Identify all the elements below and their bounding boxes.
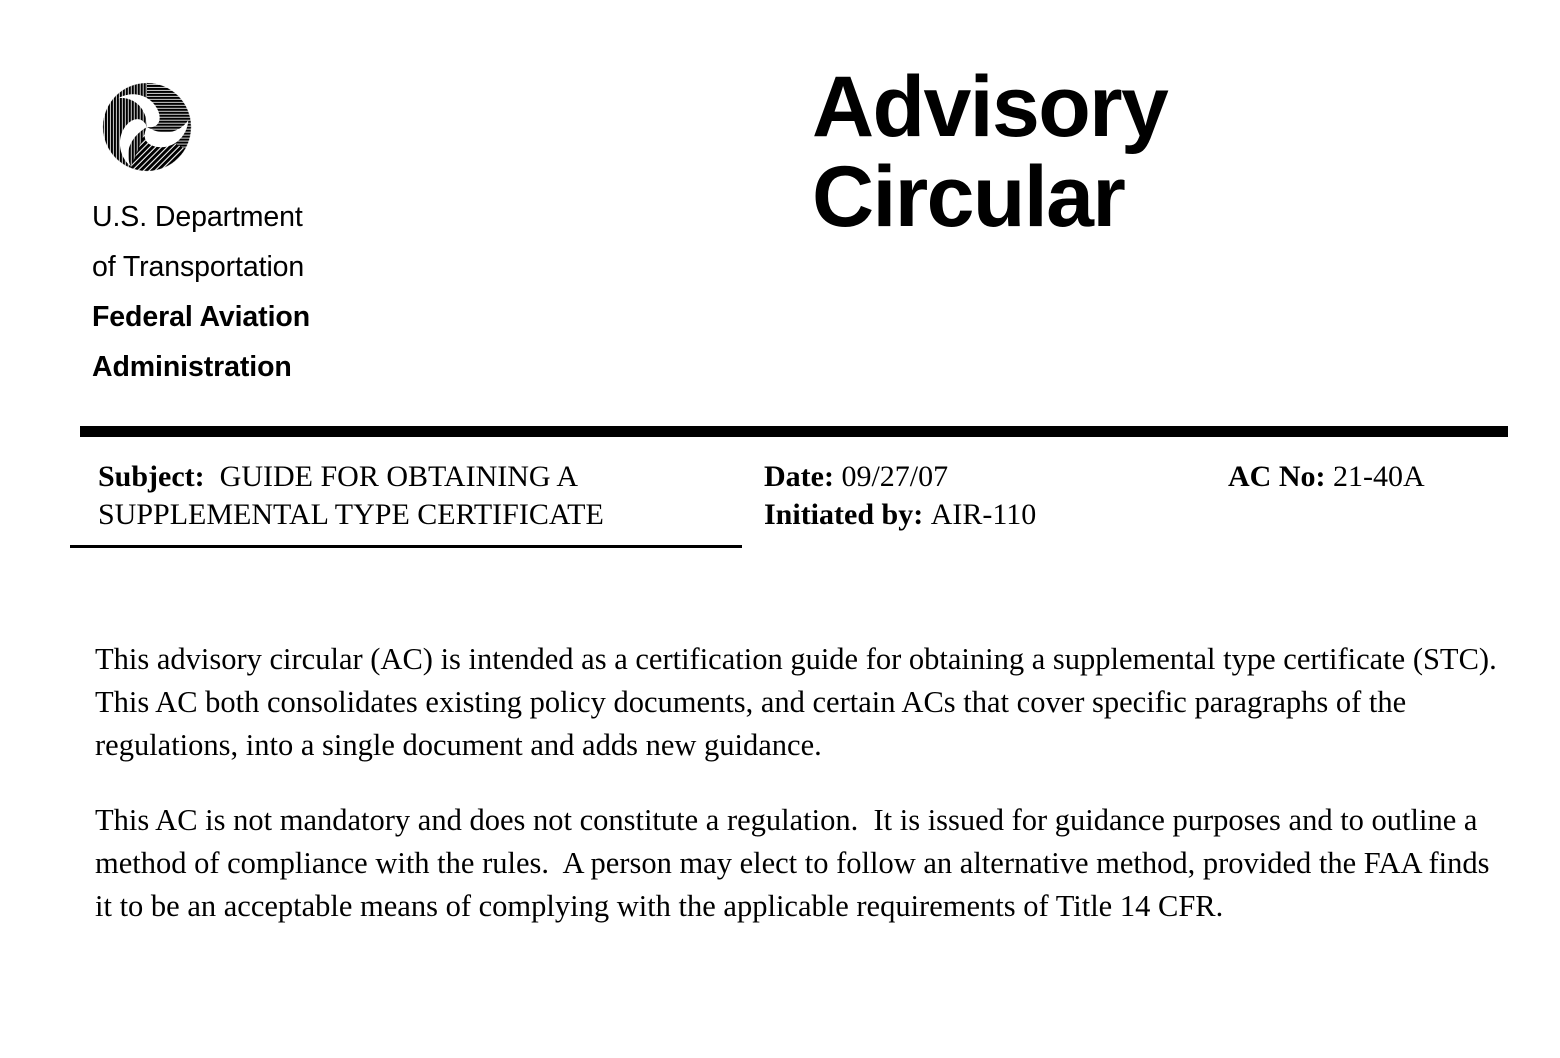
body-copy — [95, 638, 1512, 928]
masthead-divider-rule — [80, 426, 1508, 437]
subject-field — [98, 458, 738, 534]
initiated-by-field — [764, 496, 1264, 534]
masthead — [0, 0, 1560, 426]
initiated-by-value: AIR-110 — [930, 498, 1037, 531]
ac-number-value: 21-40A — [1333, 460, 1425, 493]
body-paragraph-2: This AC is not mandatory and does not constitute a regulation. It is issued for guidance purposes and to outline a method of compliance with the rules. A person may elect to follow an alternative method, provided the FAA finds it to be an acceptable means of complying with the applicable requirements of Title 14 CFR. — [95, 803, 1498, 923]
document-type-title — [812, 59, 1512, 245]
date-field — [764, 458, 1194, 496]
document-identification-band — [0, 458, 1560, 558]
date-label: Date: — [764, 460, 834, 493]
dot-triskelion-seal-icon — [99, 79, 195, 175]
body-paragraph-1: This advisory circular (AC) is intended as a certification guide for obtaining a supplemental type certificate (STC). This AC both consolidates existing policy documents, and certain ACs that cover specific paragraphs of the regulations, into a single document and adds new guidance. — [95, 642, 1512, 762]
agency-line-transportation: of Transportation — [92, 251, 305, 283]
subject-underline-rule — [70, 545, 742, 548]
subject-value: GUIDE FOR OBTAINING A SUPPLEMENTAL TYPE CERTIFICATE — [98, 460, 604, 531]
agency-line-administration: Administration — [92, 351, 292, 383]
initiated-by-label: Initiated by: — [764, 498, 924, 531]
date-value: 09/27/07 — [841, 460, 949, 493]
agency-line-federal-aviation: Federal Aviation — [92, 301, 311, 333]
ac-number-field — [1228, 458, 1528, 496]
document-type-line-circular: Circular — [812, 149, 1125, 245]
agency-identity-block — [92, 192, 512, 392]
ac-number-label: AC No: — [1228, 460, 1326, 493]
document-type-line-advisory: Advisory — [812, 59, 1168, 155]
subject-label: Subject: — [98, 460, 205, 493]
agency-line-department: U.S. Department — [92, 201, 303, 233]
